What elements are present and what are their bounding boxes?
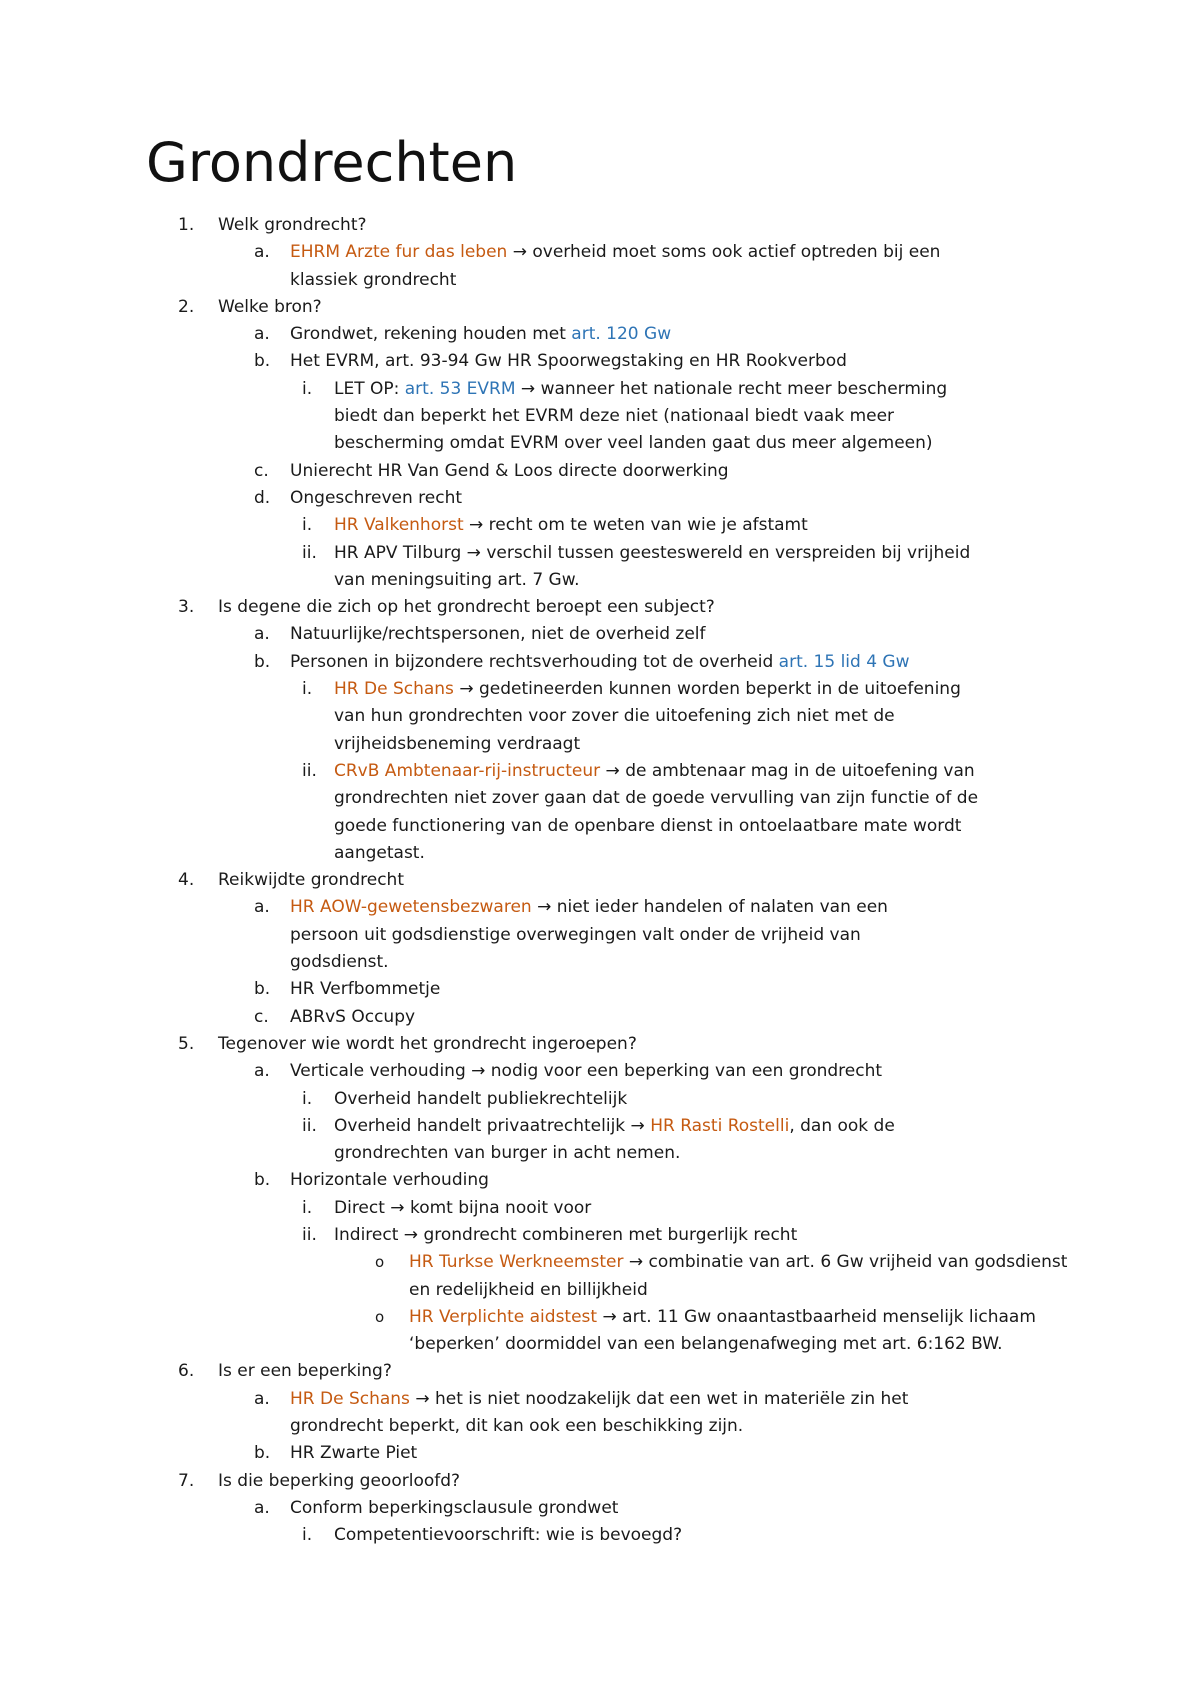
text-segment: → art. 11 Gw onaantastbaarheid menselijk lichaam ‘beperken’ doormiddel van een belangenafweging met art. 6:162 BW.	[409, 1306, 1036, 1355]
list-marker: a.	[254, 1388, 270, 1409]
list-item-text	[218, 294, 878, 321]
text-segment: → wanneer het nationale recht meer bescherming biedt dan beperkt het EVRM deze niet (nationaal biedt vaak meer bescherming omdat EVRM over veel landen gaat dus meer algemeen)	[334, 378, 948, 454]
text-segment: Het EVRM, art. 93-94 Gw HR Spoorwegstaking en HR Rookverbod	[290, 351, 847, 372]
list-item-text	[290, 321, 950, 348]
text-segment: Overheid handelt publiekrechtelijk	[334, 1088, 628, 1109]
list-marker: ii.	[302, 1115, 317, 1136]
list-marker: b.	[254, 351, 271, 372]
outline-item-level-3	[0, 1522, 1200, 1549]
text-segment: → recht om te weten van wie je afstamt	[463, 515, 808, 536]
list-item-text	[409, 1304, 1069, 1359]
case-reference: HR AOW-gewetensbezwaren	[290, 897, 532, 918]
outline-item-level-1	[0, 294, 1200, 321]
outline-item-level-3	[0, 758, 1200, 867]
outline-item-level-2	[0, 458, 1200, 485]
text-segment: Is er een beperking?	[218, 1361, 392, 1382]
list-marker: a.	[254, 324, 270, 345]
list-item-text	[290, 649, 950, 676]
list-marker: a.	[254, 624, 270, 645]
text-segment: Is degene die zich op het grondrecht beroept een subject?	[218, 597, 715, 618]
list-item-text	[334, 540, 994, 595]
list-marker: 1.	[178, 215, 195, 235]
article-reference: art. 120 Gw	[571, 324, 672, 345]
text-segment: Natuurlijke/rechtspersonen, niet de overheid zelf	[290, 624, 706, 645]
case-reference: HR Rasti Rostelli	[650, 1115, 790, 1136]
case-reference: HR De Schans	[290, 1388, 410, 1409]
outline-item-level-2	[0, 239, 1200, 294]
outline-item-level-2	[0, 649, 1200, 676]
list-item-text	[218, 1031, 878, 1058]
list-marker: i.	[302, 515, 313, 536]
list-marker: o	[375, 1253, 385, 1272]
outline-item-level-3	[0, 1086, 1200, 1113]
list-marker: b.	[254, 1443, 271, 1464]
text-segment: → niet ieder handelen of nalaten van een persoon uit godsdienstige overwegingen valt onder de vrijheid van godsdienst.	[290, 897, 888, 973]
list-item-text	[290, 1440, 950, 1467]
text-segment: Reikwijdte grondrecht	[218, 870, 404, 891]
list-item-text	[290, 1058, 950, 1085]
list-marker: ii.	[302, 1224, 317, 1245]
outline-item-level-3	[0, 1222, 1200, 1249]
text-segment: Horizontale verhouding	[290, 1170, 489, 1191]
list-item-text	[218, 867, 878, 894]
list-marker: d.	[254, 487, 271, 508]
outline-item-level-3	[0, 1195, 1200, 1222]
list-item-text	[290, 1004, 950, 1031]
list-marker: c.	[254, 460, 269, 481]
text-segment: → het is niet noodzakelijk dat een wet in materiële zin het grondrecht beperkt, dit kan ook een beschikking zijn.	[290, 1388, 909, 1437]
list-item-text	[290, 621, 950, 648]
outline-item-level-1	[0, 212, 1200, 239]
outline-item-level-2	[0, 1004, 1200, 1031]
text-segment: HR Verfbommetje	[290, 979, 441, 1000]
list-item-text	[290, 1495, 950, 1522]
outline-list	[0, 212, 1200, 1550]
outline-item-level-2	[0, 485, 1200, 512]
text-segment: Direct → komt bijna nooit voor	[334, 1197, 592, 1218]
outline-item-level-1	[0, 1031, 1200, 1058]
text-segment: LET OP:	[334, 378, 405, 399]
article-reference: art. 53 EVRM	[404, 378, 516, 399]
text-segment: Personen in bijzondere rechtsverhouding tot de overheid	[290, 651, 779, 672]
list-item-text	[290, 976, 950, 1003]
list-marker: i.	[302, 1525, 313, 1546]
list-marker: a.	[254, 242, 270, 263]
text-segment: Competentievoorschrift: wie is bevoegd?	[334, 1525, 683, 1546]
outline-item-level-4	[0, 1304, 1200, 1359]
list-marker: b.	[254, 1170, 271, 1191]
text-segment: Conform beperkingsclausule grondwet	[290, 1497, 619, 1518]
text-segment: , dan ook de grondrechten van burger in acht nemen.	[334, 1115, 895, 1164]
list-item-text	[218, 594, 878, 621]
list-item-text	[334, 1222, 994, 1249]
text-segment: HR Zwarte Piet	[290, 1443, 418, 1464]
outline-item-level-2	[0, 1386, 1200, 1441]
outline-item-level-2	[0, 348, 1200, 375]
list-marker: i.	[302, 679, 313, 700]
text-segment: → gedetineerden kunnen worden beperkt in de uitoefening van hun grondrechten voor zover die uitoefening zich niet met de vrijheidsbeneming verdraagt	[334, 679, 961, 754]
case-reference: HR Valkenhorst	[334, 515, 464, 536]
case-reference: EHRM Arzte fur das leben	[290, 242, 508, 263]
outline-item-level-1	[0, 1468, 1200, 1495]
list-marker: i.	[302, 1088, 313, 1109]
outline-item-level-1	[0, 1358, 1200, 1385]
list-item-text	[334, 1113, 994, 1168]
list-item-text	[334, 1195, 994, 1222]
outline-item-level-3	[0, 512, 1200, 539]
list-marker: o	[375, 1307, 385, 1326]
list-item-text	[334, 1522, 994, 1549]
text-segment: Grondwet, rekening houden met	[290, 324, 572, 345]
list-item-text	[290, 1386, 950, 1441]
list-item-text	[218, 1468, 878, 1495]
list-marker: a.	[254, 1497, 270, 1518]
text-segment: → combinatie van art. 6 Gw vrijheid van godsdienst en redelijkheid en billijkheid	[409, 1252, 1068, 1300]
list-item-text	[290, 348, 950, 375]
list-item-text	[334, 512, 994, 539]
outline-item-level-3	[0, 1113, 1200, 1168]
outline-item-level-2	[0, 1495, 1200, 1522]
list-item-text	[290, 485, 950, 512]
text-segment: Unierecht HR Van Gend & Loos directe doorwerking	[290, 460, 729, 481]
list-marker: 3.	[178, 597, 195, 618]
list-item-text	[290, 894, 950, 976]
list-marker: 2.	[178, 296, 195, 317]
text-segment: Overheid handelt privaatrechtelijk →	[334, 1115, 651, 1136]
list-marker: 6.	[178, 1361, 195, 1382]
outline-item-level-2	[0, 321, 1200, 348]
list-marker: ii.	[302, 542, 317, 563]
list-marker: a.	[254, 897, 270, 918]
article-reference: art. 15 lid 4 Gw	[778, 651, 910, 672]
text-segment: HR APV Tilburg → verschil tussen geesteswereld en verspreiden bij vrijheid van meningsuiting art. 7 Gw.	[334, 542, 971, 590]
text-segment: Verticale verhouding → nodig voor een beperking van een grondrecht	[290, 1061, 883, 1082]
list-marker: c.	[254, 1006, 269, 1027]
list-marker: i.	[302, 1197, 313, 1218]
text-segment: Tegenover wie wordt het grondrecht ingeroepen?	[218, 1033, 637, 1054]
list-item-text	[409, 1249, 1069, 1304]
case-reference: CRvB Ambtenaar-rij-instructeur	[334, 760, 601, 781]
outline-item-level-1	[0, 594, 1200, 621]
case-reference: HR Verplichte aidstest	[409, 1306, 598, 1327]
list-item-text	[334, 758, 994, 867]
list-item-text	[290, 458, 950, 485]
text-segment: Indirect → grondrecht combineren met burgerlijk recht	[334, 1224, 798, 1245]
outline-item-level-4	[0, 1249, 1200, 1304]
case-reference: HR Turkse Werkneemster	[409, 1252, 624, 1273]
outline-item-level-2	[0, 1058, 1200, 1085]
outline-item-level-2	[0, 976, 1200, 1003]
text-segment: Is die beperking geoorloofd?	[218, 1470, 461, 1491]
list-item-text	[334, 676, 994, 758]
list-item-text	[290, 239, 950, 294]
page-title: Grondrechten	[146, 131, 518, 194]
list-item-text	[218, 212, 878, 239]
outline-item-level-2	[0, 621, 1200, 648]
list-item-text	[290, 1167, 950, 1194]
outline-item-level-2	[0, 1440, 1200, 1467]
text-segment: ABRvS Occupy	[290, 1006, 416, 1027]
list-item-text	[334, 1086, 994, 1113]
list-marker: b.	[254, 651, 271, 672]
list-marker: a.	[254, 1061, 270, 1082]
list-item-text	[334, 376, 994, 458]
list-marker: 7.	[178, 1470, 195, 1491]
list-marker: 5.	[178, 1033, 195, 1054]
text-segment: → de ambtenaar mag in de uitoefening van grondrechten niet zover gaan dat de goede vervulling van zijn functie of de goede functionering van de openbare dienst in ontoelaatbare mate wordt aangetast.	[334, 760, 979, 863]
list-marker: ii.	[302, 760, 317, 781]
outline-item-level-3	[0, 376, 1200, 458]
outline-item-level-3	[0, 676, 1200, 758]
text-segment: Welk grondrecht?	[218, 215, 367, 235]
list-marker: 4.	[178, 870, 195, 891]
list-item-text	[218, 1358, 878, 1385]
outline-item-level-3	[0, 540, 1200, 595]
list-marker: b.	[254, 979, 271, 1000]
outline-item-level-2	[0, 894, 1200, 976]
outline-item-level-2	[0, 1167, 1200, 1194]
text-segment: → overheid moet soms ook actief optreden bij een klassiek grondrecht	[290, 242, 941, 290]
text-segment: Ongeschreven recht	[290, 487, 463, 508]
list-marker: i.	[302, 378, 313, 399]
text-segment: Welke bron?	[218, 296, 322, 317]
outline-item-level-1	[0, 867, 1200, 894]
case-reference: HR De Schans	[334, 679, 454, 700]
